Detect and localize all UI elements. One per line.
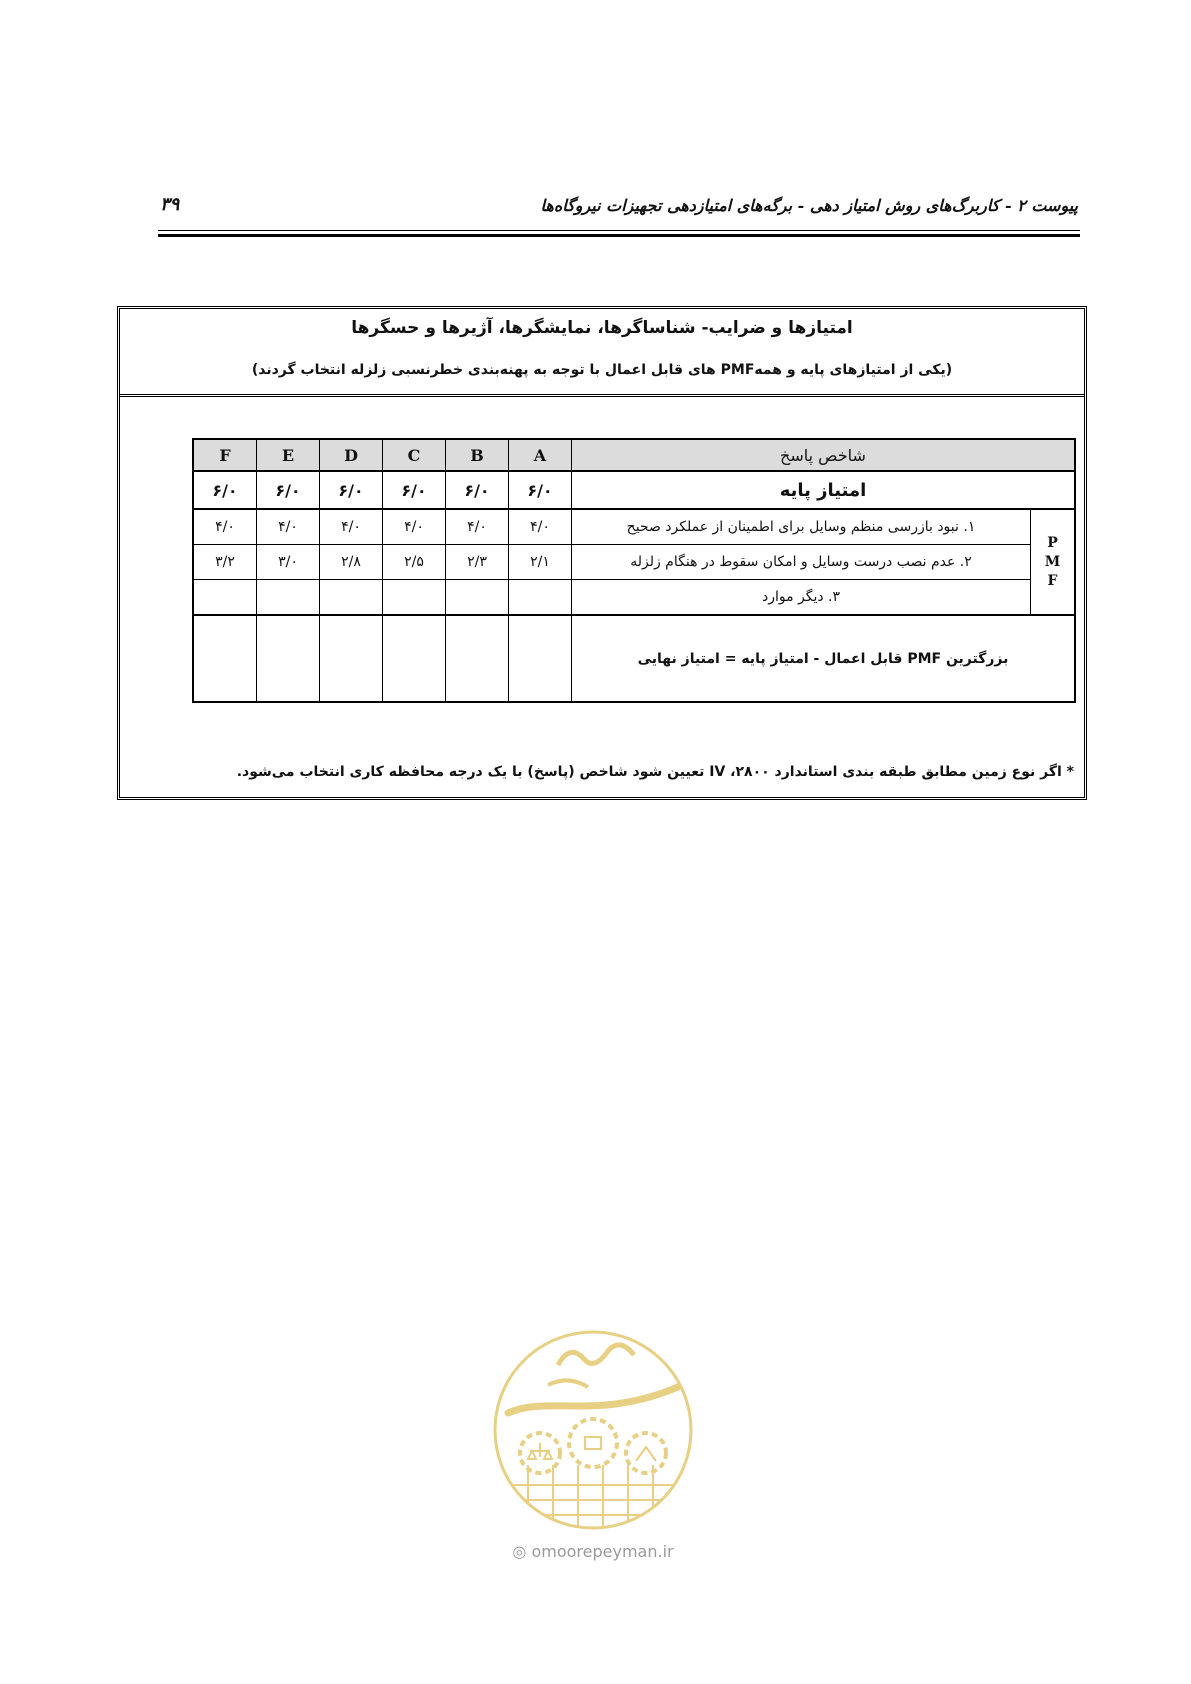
base-score-a: ۶/۰	[509, 471, 572, 509]
column-header-e: E	[257, 439, 320, 471]
final-score-row	[193, 615, 1075, 702]
sheet-heading	[120, 309, 1084, 397]
base-score-e: ۶/۰	[257, 471, 320, 509]
pmf3-value-c	[383, 580, 446, 616]
final-score-a	[509, 615, 572, 702]
column-header-d: D	[320, 439, 383, 471]
final-score-b	[446, 615, 509, 702]
pmf2-value-f: ۳/۲	[193, 545, 257, 580]
column-header-c: C	[383, 439, 446, 471]
page-header	[160, 196, 1078, 220]
pmf3-value-a	[509, 580, 572, 616]
pmf1-label: ۱. نبود بازرسی منظم وسایل برای اطمینان از عملکرد صحیح	[572, 509, 1031, 545]
footnote: * اگر نوع زمین مطابق طبقه بندی استاندارد ۲۸۰۰، IV تعیین شود شاخص (پاسخ) با یک درجه محافظه کاری انتخاب می‌شود.	[236, 764, 1074, 780]
pmf3-label: ۳. دیگر موارد	[572, 580, 1031, 616]
sheet-subtitle: (یکی از امتیازهای پایه و همه‌PMF های قابل اعمال با توجه به پهنه‌بندی خطرنسبی زلزله انتخاب گردند)	[251, 362, 953, 378]
base-score-label: امتیاز پایه	[572, 471, 1076, 509]
pmf2-value-b: ۲/۳	[446, 545, 509, 580]
header-rule-thick	[158, 234, 1080, 237]
pmf1-value-d: ۴/۰	[320, 509, 383, 545]
base-score-row	[193, 471, 1075, 509]
column-header-f: F	[193, 439, 257, 471]
pmf-side-letter-p: P	[1047, 534, 1058, 551]
base-score-d: ۶/۰	[320, 471, 383, 509]
pmf1-value-b: ۴/۰	[446, 509, 509, 545]
watermark-site: ◎ omoorepeyman.ir	[512, 1542, 674, 1561]
criterion-header: شاخص پاسخ	[572, 439, 1076, 471]
pmf1-value-e: ۴/۰	[257, 509, 320, 545]
column-header-a: A	[509, 439, 572, 471]
base-score-b: ۶/۰	[446, 471, 509, 509]
pmf2-label: ۲. عدم نصب درست وسایل و امکان سقوط در هنگام زلزله	[572, 545, 1031, 580]
final-score-c	[383, 615, 446, 702]
watermark-site-text: omoorepeyman.ir	[531, 1542, 674, 1561]
pmf-side-letter-m: M	[1044, 553, 1061, 570]
score-table	[192, 438, 1076, 703]
final-score-d	[320, 615, 383, 702]
amoor-peyman-seal-icon	[488, 1325, 698, 1535]
pmf-side-label	[1031, 509, 1076, 615]
final-score-e	[257, 615, 320, 702]
pmf3-value-b	[446, 580, 509, 616]
pmf-side-letter-f: F	[1047, 572, 1058, 589]
pmf1-value-c: ۴/۰	[383, 509, 446, 545]
base-score-c: ۶/۰	[383, 471, 446, 509]
seal-graphic	[488, 1325, 698, 1535]
pmf-row-2	[193, 545, 1075, 580]
base-score-f: ۶/۰	[193, 471, 257, 509]
pmf-row-1	[193, 509, 1075, 545]
column-header-b: B	[446, 439, 509, 471]
final-score-formula: بزرگترین PMF قابل اعمال - امتیاز پایه = امتیاز نهایی	[572, 615, 1076, 702]
pmf3-value-d	[320, 580, 383, 616]
pmf2-value-a: ۲/۱	[509, 545, 572, 580]
pmf1-value-f: ۴/۰	[193, 509, 257, 545]
pmf2-value-d: ۲/۸	[320, 545, 383, 580]
page-header-title: پیوست ۲ - کاربرگ‌های روش امتیاز دهی - برگه‌های امتیازدهی تجهیزات نیروگاه‌ها	[540, 196, 1078, 215]
pmf2-value-c: ۲/۵	[383, 545, 446, 580]
pmf2-value-e: ۳/۰	[257, 545, 320, 580]
pmf-row-3	[193, 580, 1075, 616]
header-rule-thin	[158, 230, 1080, 231]
scoring-sheet-frame	[117, 306, 1087, 800]
pmf3-value-e	[257, 580, 320, 616]
final-score-f	[193, 615, 257, 702]
page-number: ۳۹	[160, 194, 180, 215]
table-header-row	[193, 439, 1075, 471]
sheet-title: امتیازها و ضرایب- شناساگرها، نمایشگرها، آژیرها و حسگرها	[351, 318, 853, 338]
pmf1-value-a: ۴/۰	[509, 509, 572, 545]
pmf3-value-f	[193, 580, 257, 616]
